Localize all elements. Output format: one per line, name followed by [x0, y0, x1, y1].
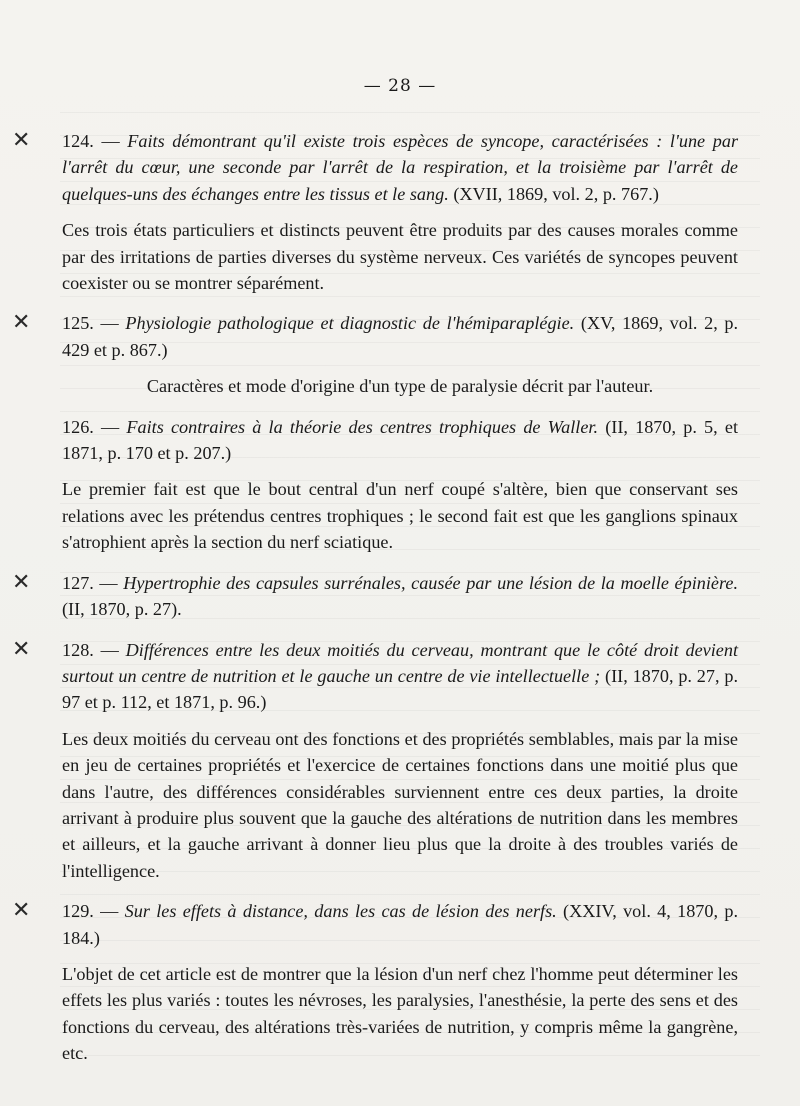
entry-heading: [62, 414, 738, 467]
cross-mark-icon: ✕: [12, 128, 31, 153]
entry-reference: (II, 1870, p. 27).: [62, 599, 182, 620]
entry-reference: (XXIV, vol. 4, 1870, p. 184.): [62, 901, 738, 948]
entry-heading: [62, 637, 738, 716]
entry-title: Faits démontrant qu'il existe trois espèces de syncope, caractérisées : l'une par l'arrêt du cœur, une seconde par l'arrêt de la respiration, et la troisième par l'arrêt de quelques-uns des échanges entre les tissus et le sang.: [62, 131, 739, 204]
entry-127: [12, 569, 739, 623]
entry-reference: (II, 1870, p. 27, p. 97 et p. 112, et 1871, p. 96.): [62, 665, 739, 713]
entry-number: 124. —: [62, 131, 120, 151]
entry-number: 127. —: [62, 572, 118, 593]
page-number: — 28 —: [363, 76, 437, 96]
entry-reference: (II, 1870, p. 5, et 1871, p. 170 et p. 207.): [62, 416, 739, 464]
entry-description: Ces trois états particuliers et distincts peuvent être produits par des causes morales comme par des irritations de parties diverses du système nerveux. Ces variétés de syncopes peuvent coexister ou se montrer séparément.: [62, 220, 738, 294]
entry-heading: [62, 898, 738, 951]
entry-reference: (XVII, 1869, vol. 2, p. 767.): [453, 183, 659, 204]
entry-heading: [62, 310, 738, 363]
entry-number: 126. —: [62, 416, 120, 437]
entry-description: Les deux moitiés du cerveau ont des fonctions et des propriétés semblables, mais par la mise en jeu de certaines propriétés et l'exercice de certaines fonctions dans une moitié plus que dans l'autre, des différences considérables surviennent entre ces deux parties, la droite arrivant à produire plus souvent que la gauche des altérations de nutrition dans les membres et ailleurs, et la gauche arrivant à donner lieu plus que la droite à des troubles variés de l'intelligence.: [62, 728, 738, 881]
entry-125: [12, 310, 739, 399]
entry-description: L'objet de cet article est de montrer que la lésion d'un nerf chez l'homme peut déterminer les effets les plus variés : toutes les névroses, les paralysies, l'anesthésie, la perte des sens et des fonctions du cerveau, des altérations très-variées de nutrition, y compris même la gangrène, etc.: [62, 963, 738, 1064]
entry-title: Faits contraires à la théorie des centres trophiques de Waller.: [126, 416, 599, 437]
entry-reference: (XV, 1869, vol. 2, p. 429 et p. 867.): [62, 313, 739, 360]
entry-124: [12, 128, 739, 296]
entry-title: Sur les effets à distance, dans les cas de lésion des nerfs.: [124, 901, 557, 922]
entry-title: Physiologie pathologique et diagnostic de l'hémiparaplégie.: [125, 313, 575, 334]
entry-128: [12, 636, 739, 885]
cross-mark-icon: ✕: [12, 310, 31, 336]
entry-description: Le premier fait est que le bout central d'un nerf coupé s'altère, bien que conservant ses relations avec les prétendus centres trophiques ; le second fait est que les ganglions spinaux s'atrophient après la section du nerf sciatique.: [62, 479, 738, 553]
entry-number: 128. —: [62, 639, 119, 660]
entry-title: Hypertrophie des capsules surrénales, causée par une lésion de la moelle épinière.: [123, 572, 739, 593]
entry-title: Différences entre les deux moitiés du cerveau, montrant que le côté droit devient surtout un centre de nutrition et le gauche un centre de vie intellectuelle ;: [62, 639, 739, 686]
cross-mark-icon: ✕: [12, 636, 31, 662]
entry-number: 129. —: [62, 901, 119, 922]
entry-list: [12, 128, 739, 1073]
cross-mark-icon: ✕: [12, 569, 31, 595]
entry-129: [12, 898, 738, 1066]
entry-heading: [62, 570, 738, 623]
entry-heading: [62, 128, 738, 207]
entry-description: Caractères et mode d'origine d'un type de paralysie décrit par l'auteur.: [146, 376, 654, 397]
entry-126: [62, 414, 738, 556]
cross-mark-icon: ✕: [12, 898, 31, 924]
entry-number: 125. —: [62, 313, 119, 334]
